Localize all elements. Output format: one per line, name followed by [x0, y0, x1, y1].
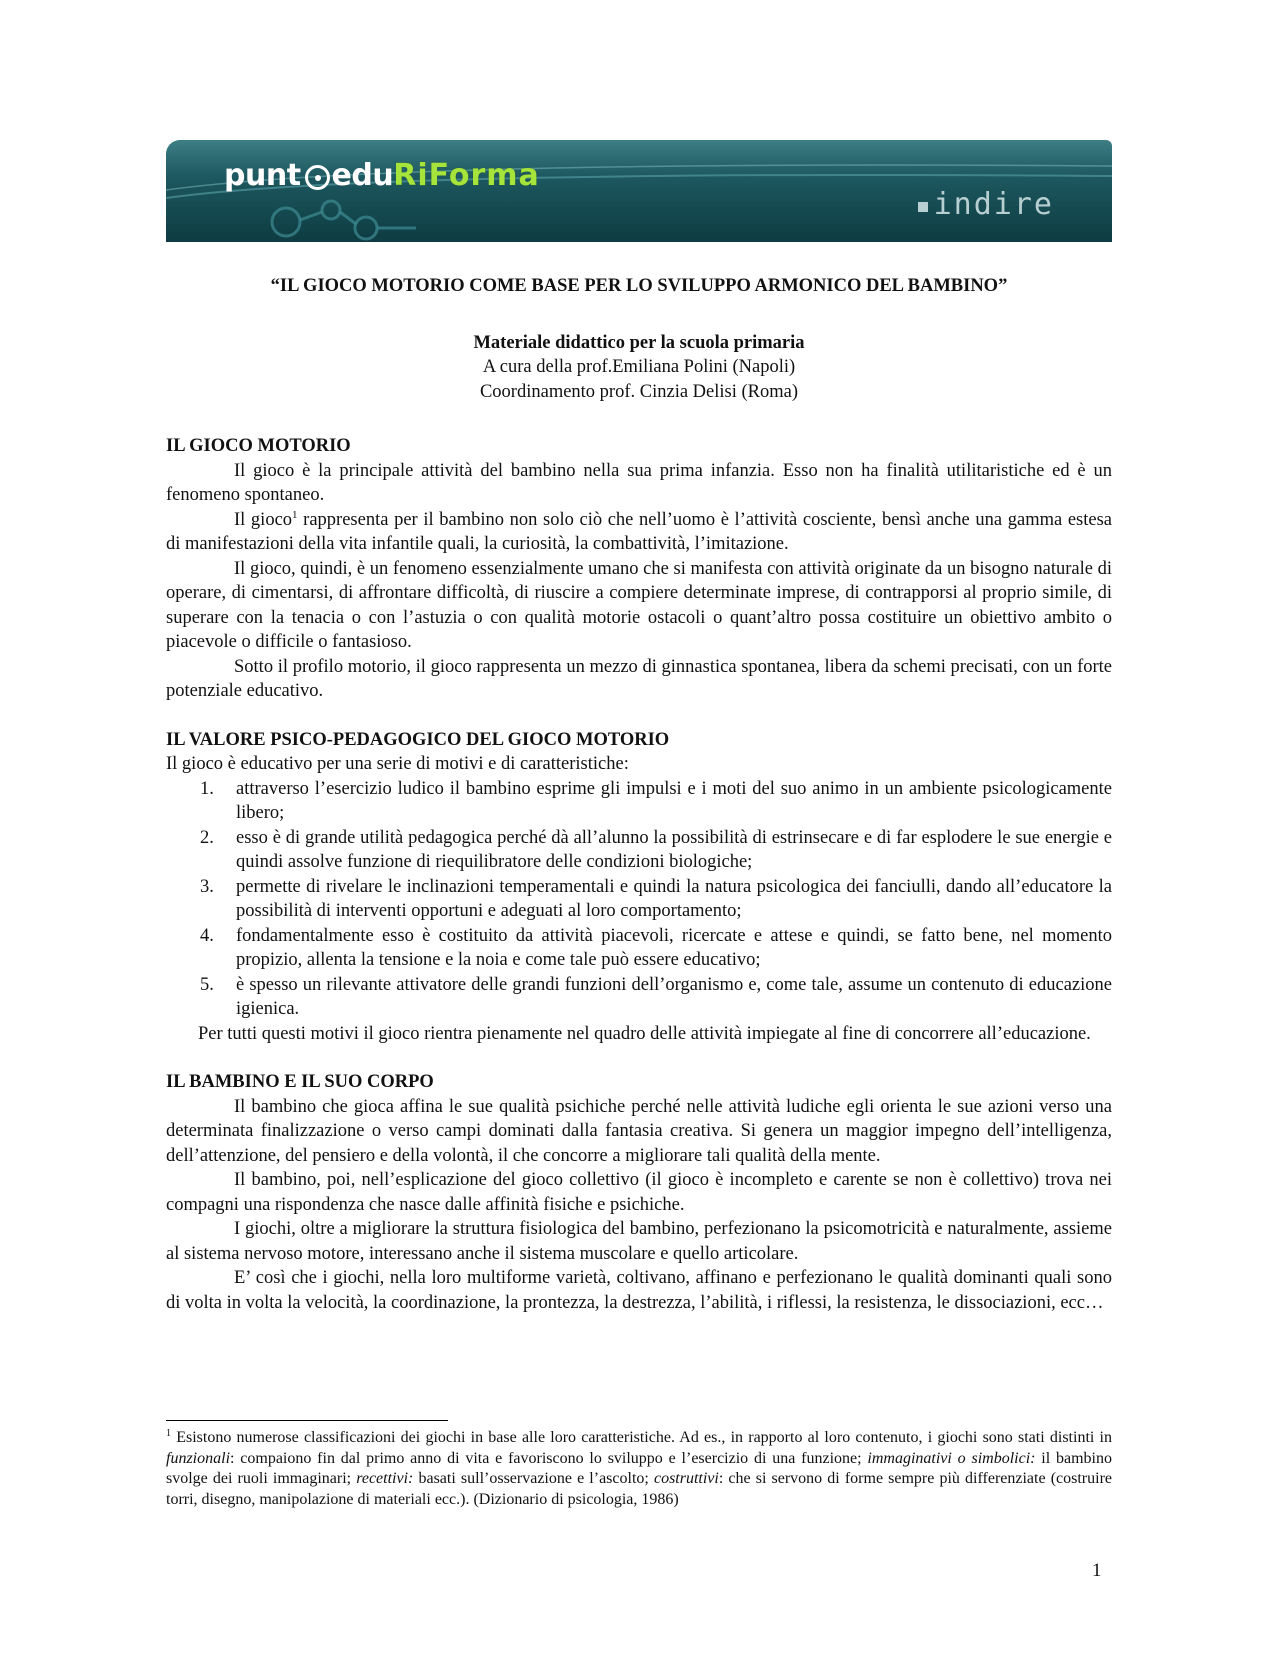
footnote — [166, 1428, 1112, 1510]
paragraph-text: rappresenta per il bambino non solo ciò che nell’uomo è l’attività cosciente, bensì anche una gamma estesa di manifestazioni della vita infantile quali, la curiosità, la combattività, l’imitazione. — [166, 509, 1113, 554]
indire-square-icon — [918, 202, 928, 212]
footnote-text: : che si servono di forme sempre più differenziate (costruire torri, disegno, manipolazione di materiali ecc.). (Dizionario di psicologia, 1986) — [166, 1470, 1112, 1508]
list-number: 5. — [200, 974, 214, 995]
list-item-text: esso è di grande utilità pedagogica perché dà all’alunno la possibilità di estrinsecare e di far esplodere le sue energie e quindi assolve funzione di riequilibratore delle condizioni biologiche; — [236, 827, 1112, 872]
document-body — [166, 268, 1112, 1315]
footnote-text: Esistono numerose classificazioni dei giochi in base alle loro caratteristiche. Ad es., in rapporto al loro contenuto, i giochi sono stati distinti in — [171, 1429, 1112, 1446]
footnote-divider — [166, 1420, 448, 1421]
brand-edu: edu — [331, 158, 394, 193]
paragraph: Il gioco è la principale attività del bambino nella sua prima infanzia. Esso non ha finalità utilitaristiche ed è un fenomeno spontaneo. — [166, 460, 1112, 505]
list-number: 3. — [200, 876, 214, 897]
header-banner — [166, 140, 1112, 242]
list-item-text: permette di rivelare le inclinazioni temperamentali e quindi la natura psicologica dei fanciulli, dando all’educatore la possibilità di interventi opportuni e adeguati al loro comportamento; — [236, 876, 1112, 921]
list-number: 4. — [200, 925, 214, 946]
footnote-term: immaginativi o simbolici: — [867, 1449, 1036, 1467]
coordination-line: Coordinamento prof. Cinzia Delisi (Roma) — [479, 381, 799, 402]
footnote-text: : compaiono fin dal primo anno di vita e favoriscono lo sviluppo e l’esercizio di una funzione; — [230, 1449, 868, 1467]
paragraph-text: Il gioco — [234, 509, 293, 530]
footnote-term: recettivi: — [356, 1470, 414, 1487]
paragraph: Sotto il profilo motorio, il gioco rappresenta un mezzo di ginnastica spontanea, libera da schemi precisati, con un forte potenziale educativo. — [166, 656, 1112, 701]
numbered-list — [166, 777, 1112, 1022]
list-item — [166, 777, 1112, 826]
list-item-text: attraverso l’esercizio ludico il bambino esprime gli impulsi e i moti del suo animo in un ambiente psicologicamente libero; — [236, 778, 1112, 823]
list-item — [166, 875, 1112, 924]
paragraph: Per tutti questi motivi il gioco rientra pienamente nel quadro delle attività impiegate al fine di concorrere all’educazione. — [198, 1023, 1091, 1044]
list-item — [166, 826, 1112, 875]
indire-text: indire — [933, 187, 1054, 222]
footnote-term: costruttivi — [653, 1470, 719, 1487]
footnote-text: il bambino svolge dei ruoli immaginari; — [166, 1449, 1112, 1487]
list-item — [166, 924, 1112, 973]
indire-logo — [918, 187, 1054, 222]
page-number: 1 — [1092, 1560, 1102, 1581]
paragraph: Il gioco è educativo per una serie di motivi e di caratteristiche: — [166, 754, 629, 774]
footnote-term: funzionali — [166, 1449, 231, 1467]
section-heading-valore: IL VALORE PSICO-PEDAGOGICO DEL GIOCO MOTORIO — [166, 729, 670, 750]
list-item-text: è spesso un rilevante attivatore delle grandi funzioni dell’organismo e, come tale, assume un contenuto di educazione igienica. — [236, 974, 1112, 1019]
footnote-marker: 1 — [166, 1428, 171, 1439]
list-number: 1. — [200, 778, 214, 799]
paragraph: Il bambino che gioca affina le sue qualità psichiche perché nelle attività ludiche egli orienta le sue azioni verso una determinata finalizzazione o verso campi dominati dalla fantasia creativa. Si genera un maggior impegno dell’intelligenza, dell’attenzione, del pensiero e della volontà, il che concorre a migliorare tali qualità della mente. — [166, 1096, 1112, 1166]
brand-punt: punt — [224, 158, 301, 193]
footnote-text: basati sull’osservazione e l’ascolto; — [413, 1470, 654, 1487]
paragraph: I giochi, oltre a migliorare la struttura fisiologica del bambino, perfezionano la psicomotricità e naturalmente, assieme al sistema nervoso motore, interessano anche il sistema muscolare e quello articolare. — [166, 1219, 1112, 1264]
list-item — [166, 973, 1112, 1022]
section-heading-bambino-corpo: IL BAMBINO E IL SUO CORPO — [166, 1072, 434, 1092]
author-line: A cura della prof.Emiliana Polini (Napoli) — [482, 357, 796, 377]
paragraph: E’ così che i giochi, nella loro multiforme varietà, coltivano, affinano e perfezionano le qualità dominanti quali sono di volta in volta la velocità, la coordinazione, la prontezza, la destrezza, l’abilità, i riflessi, la resistenza, le dissociazioni, ecc… — [166, 1268, 1112, 1313]
paragraph: Il gioco, quindi, è un fenomeno essenzialmente umano che si manifesta con attività originate da un bisogno naturale di operare, di cimentarsi, di affrontare difficoltà, di riuscire a compiere determinate imprese, di contrapporsi al proprio simile, di superare con la tenacia o con l’astuzia o con qualità motorie ostacoli o quant’altro possa costituire un obiettivo ambito o piacevole o difficile o fantasioso. — [166, 558, 1112, 652]
document-title: “IL GIOCO MOTORIO COME BASE PER LO SVILUPPO ARMONICO DEL BAMBINO” — [270, 276, 1008, 296]
section-heading-gioco-motorio: IL GIOCO MOTORIO — [166, 436, 351, 456]
paragraph: Il bambino, poi, nell’esplicazione del gioco collettivo (il gioco è incompleto e carente se non è collettivo) trova nei compagni una rispondenza che nasce dalle affinità fisiche e psichiche. — [166, 1170, 1112, 1215]
document-subtitle: Materiale didattico per la scuola primaria — [473, 332, 805, 353]
brand-riforma: RiForma — [393, 158, 540, 193]
footnote-reference: 1 — [292, 508, 298, 521]
paragraph — [166, 508, 1112, 557]
brand-logo — [224, 158, 540, 193]
list-item-text: fondamentalmente esso è costituito da attività piacevoli, ricercate e attese e quindi, se fatto bene, nel momento propizio, allenta la tensione e la noia e come tale può essere educativo; — [236, 925, 1112, 970]
brand-ring-icon — [305, 165, 330, 190]
list-number: 2. — [200, 827, 214, 848]
